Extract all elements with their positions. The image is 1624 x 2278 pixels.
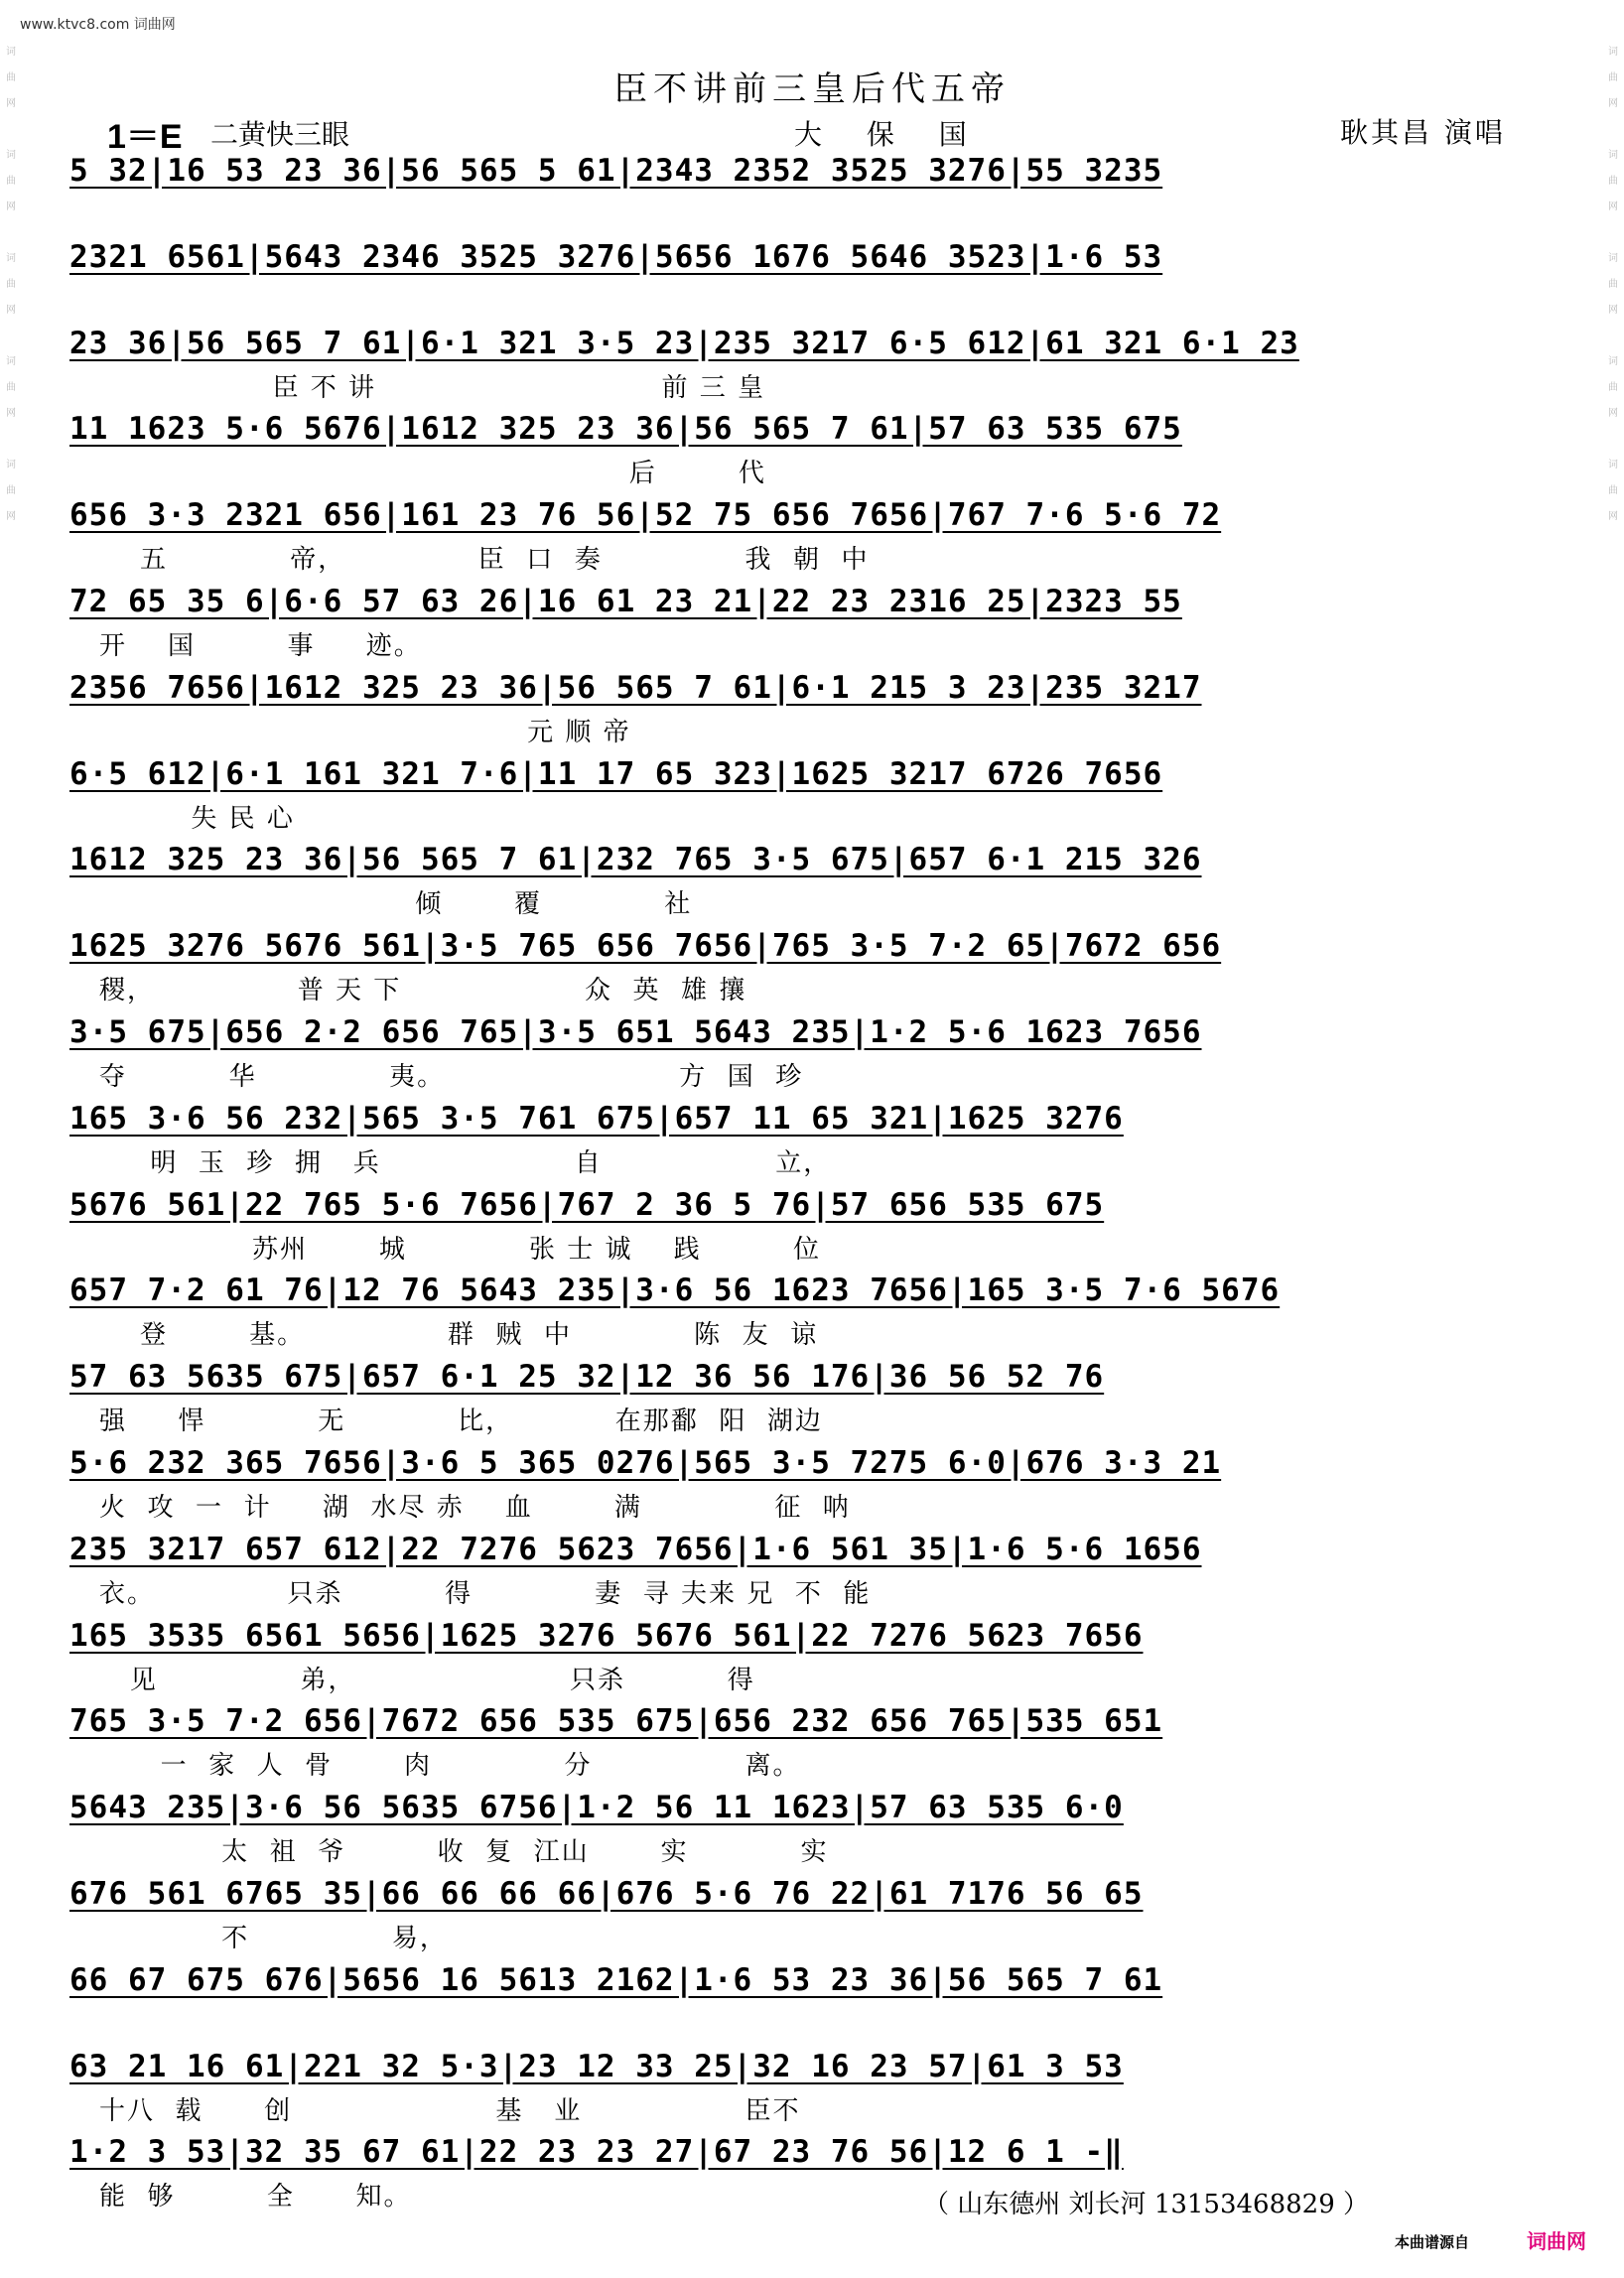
score-line [69, 1699, 1558, 1786]
notation-row: 57 63 5635 675|657 6·1 25 32|12 36 56 176|36 56 52 76 [69, 1359, 1105, 1396]
lyrics-row: 一 家 人 骨 肉 分 离。 [99, 1751, 801, 1782]
score-line [69, 1010, 1558, 1097]
source-label: 本曲谱源自 [1395, 2233, 1470, 2251]
side-watermark-right: 词曲网 词曲网 词曲网 词曲网 词曲网 [1608, 47, 1618, 522]
score-line [69, 2045, 1558, 2131]
notation-row: 72 65 35 6|6·6 57 63 26|16 61 23 21|22 23 2316 25|2323 55 [69, 583, 1182, 619]
performer-credit: 耿其昌 演唱 [1340, 116, 1506, 149]
notation-row: 657 7·2 61 76|12 76 5643 235|3·6 56 1623 7656|165 3·5 7·6 5676 [69, 1273, 1281, 1309]
notation-row: 235 3217 657 612|22 7276 5623 7656|1·6 561 35|1·6 5·6 1656 [69, 1531, 1202, 1567]
lyrics-row: 登 基。 群 贼 中 陈 友 谅 [99, 1320, 819, 1351]
notation-row: 1625 3276 5676 561|3·5 765 656 7656|765 3·5 7·2 65|7672 656 [69, 928, 1222, 965]
score-line [69, 407, 1558, 493]
lyrics-row: 衣。 只杀 得 妻 寻 夫来 兄 不 能 [99, 1578, 872, 1609]
notation-row: 5676 561|22 765 5·6 7656|767 2 36 5 76|57 656 535 675 [69, 1186, 1105, 1223]
notation-row: 2321 6561|5643 2346 3525 3276|5656 1676 5646 3523|1·6 53 [69, 238, 1163, 275]
score-line [69, 752, 1558, 839]
site-watermark: www.ktvc8.com 词曲网 [20, 17, 176, 33]
score-line [69, 1097, 1558, 1183]
notation-row: 2356 7656|1612 325 23 36|56 565 7 61|6·1 215 3 23|235 3217 [69, 669, 1202, 706]
score-line [69, 1614, 1558, 1700]
lyrics-row: 明 玉 珍 拥 兵 自 立， [99, 1147, 832, 1178]
score-line [69, 1958, 1558, 2045]
score-line [69, 1441, 1558, 1528]
lyrics-row: 见 弟， 只杀 得 [99, 1665, 755, 1695]
lyrics-row: 倾 覆 社 [99, 889, 693, 920]
lyrics-row: 失 民 心 [99, 803, 295, 834]
notation-row: 1612 325 23 36|56 565 7 61|232 765 3·5 675|657 6·1 215 326 [69, 842, 1202, 878]
notation-row: 23 36|56 565 7 61|6·1 321 3·5 23|235 3217 6·5 612|61 321 6·1 23 [69, 325, 1299, 361]
notation-row: 11 1623 5·6 5676|1612 325 23 36|56 565 7 61|57 63 535 675 [69, 411, 1182, 448]
notation-row: 656 3·3 2321 656|161 23 76 56|52 75 656 7656|767 7·6 5·6 72 [69, 497, 1222, 534]
lyrics-row: 臣 不 讲 前 三 皇 [99, 372, 765, 403]
score-line [69, 580, 1558, 666]
notation-row: 63 21 16 61|221 32 5·3|23 12 33 25|32 16 23 57|61 3 53 [69, 2048, 1124, 2084]
key-signature: 1＝E [107, 118, 183, 156]
score-line [69, 838, 1558, 924]
lyrics-row: 十八 载 创 基 业 臣不 [99, 2095, 801, 2126]
score-line [69, 1872, 1558, 1958]
score-line [69, 493, 1558, 580]
side-watermark-left: 词曲网 词曲网 词曲网 词曲网 词曲网 [6, 47, 16, 522]
notation-row: 5 32|16 53 23 36|56 565 5 61|2343 2352 3525 3276|55 3235 [69, 153, 1163, 189]
notation-row: 5·6 232 365 7656|3·6 5 365 0276|565 3·5 7275 6·0|676 3·3 21 [69, 1444, 1222, 1481]
score-line [69, 1355, 1558, 1441]
score-line [69, 924, 1558, 1010]
brand-logo: 词曲网 [1527, 2229, 1586, 2253]
score-line [69, 1786, 1558, 1872]
tempo-marking: 二黄快三眼 [210, 118, 350, 151]
notation-row: 165 3535 6561 5656|1625 3276 5676 561|22 7276 5623 7656 [69, 1617, 1144, 1654]
notation-row: 165 3·6 56 232|565 3·5 761 675|657 11 65 321|1625 3276 [69, 1100, 1124, 1137]
lyrics-row: 太 祖 爷 收 复 江山 实 实 [99, 1837, 829, 1868]
score-line [69, 666, 1558, 752]
lyrics-row: 后 代 [99, 459, 766, 489]
notation-row: 5643 235|3·6 56 5635 6756|1·2 56 11 1623|57 63 535 6·0 [69, 1790, 1124, 1826]
score-line [69, 1528, 1558, 1614]
lyrics-row: 不 易， [99, 1923, 448, 1953]
score-subtitle: 大 保 国 [794, 118, 985, 151]
jianpu-score [69, 149, 1558, 2216]
lyrics-row: 能 够 全 知。 [99, 2182, 412, 2212]
score-line [69, 322, 1558, 408]
lyrics-row: 夺 华 夷。 方 国 珍 [99, 1061, 804, 1092]
transcriber-credit: （ 山东德州 刘长河 13153468829 ） [923, 2190, 1370, 2219]
notation-row: 1·2 3 53|32 35 67 61|22 23 23 27|67 23 76 56|12 6 1 -‖ [69, 2134, 1124, 2171]
score-line [69, 1183, 1558, 1270]
notation-row: 66 67 675 676|5656 16 5613 2162|1·6 53 23 36|56 565 7 61 [69, 1961, 1163, 1998]
lyrics-row: 元 顺 帝 [99, 717, 631, 747]
notation-row: 765 3·5 7·2 656|7672 656 535 675|656 232 656 765|535 651 [69, 1703, 1163, 1740]
notation-row: 6·5 612|6·1 161 321 7·6|11 17 65 323|1625 3217 6726 7656 [69, 755, 1163, 792]
lyrics-row: 稷， 普 天 下 众 英 雄 攘 [99, 976, 747, 1006]
lyrics-row: 五 帝， 臣 口 奏 我 朝 中 [99, 545, 870, 576]
lyrics-row: 苏州 城 张 士 诚 践 位 [99, 1234, 821, 1265]
notation-row: 676 561 6765 35|66 66 66 66|676 5·6 76 22|61 7176 56 65 [69, 1875, 1144, 1912]
lyrics-row: 强 悍 无 比， 在那鄱 阳 湖边 [99, 1407, 823, 1437]
score-line [69, 1269, 1558, 1355]
score-title: 臣不讲前三皇后代五帝 [613, 69, 1011, 109]
lyrics-row: 开 国 事 迹。 [99, 630, 422, 661]
score-line [69, 235, 1558, 322]
lyrics-row: 火 攻 一 计 湖 水尽 赤 血 满 征 呐 [99, 1492, 851, 1523]
notation-row: 3·5 675|656 2·2 656 765|3·5 651 5643 235|1·2 5·6 1623 7656 [69, 1013, 1202, 1050]
score-line [69, 149, 1558, 235]
